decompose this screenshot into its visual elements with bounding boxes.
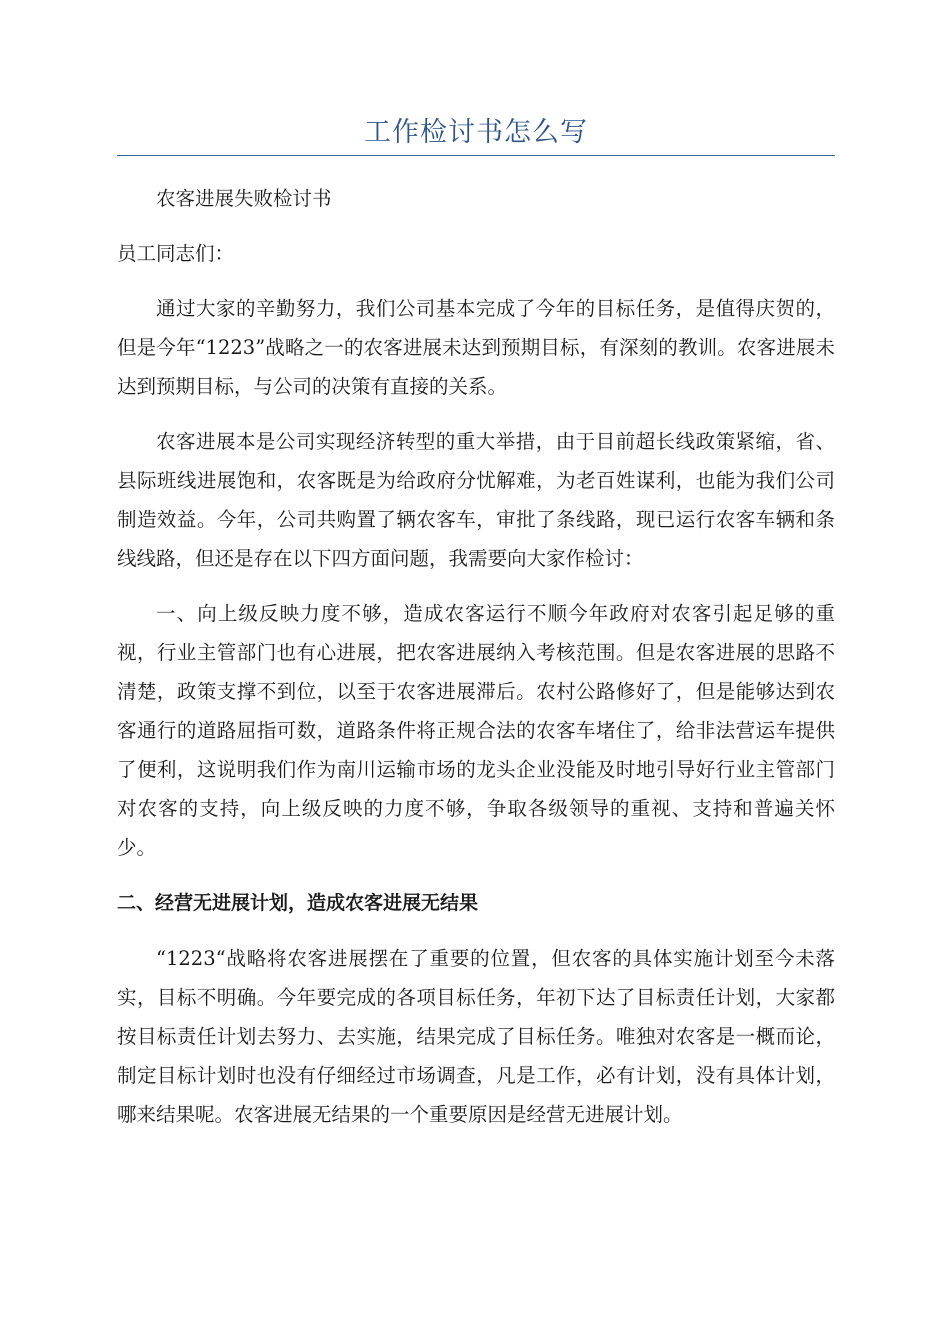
paragraph-issue-one: 一、向上级反映力度不够，造成农客运行不顺今年政府对农客引起足够的重视，行业主管部门也有心进展，把农客进展纳入考核范围。但是农客进展的思路不清楚，政策支撑不到位，以至于农客进展滞后。农村公路修好了，但是能够达到农客通行的道路屈指可数，道路条件将正规合法的农客车堵住了，给非法营运车提供了便利，这说明我们作为南川运输市场的龙头企业没能及时地引导好行业主管部门对农客的支持，向上级反映的力度不够，争取各级领导的重视、支持和普遍关怀少。 bbox=[117, 602, 835, 859]
paragraph-issue-two: “1223“战略将农客进展摆在了重要的位置，但农客的具体实施计划至今未落实，目标不明确。今年要完成的各项目标任务，年初下达了目标责任计划，大家都按目标责任计划去努力、去实施，结果完成了目标任务。唯独对农客是一概而论，制定目标计划时也没有仔细经过市场调查，凡是工作，必有计划，没有具体计划，哪来结果呢。农客进展无结果的一个重要原因是经营无进展计划。 bbox=[117, 947, 835, 1126]
salutation: 员工同志们： bbox=[117, 242, 235, 265]
title-divider bbox=[117, 155, 835, 156]
document-title: 工作检讨书怎么写 bbox=[364, 117, 588, 148]
document-subtitle: 农客进展失败检讨书 bbox=[156, 187, 332, 210]
document-page bbox=[117, 0, 835, 1134]
paragraph-intro: 通过大家的辛勤努力，我们公司基本完成了今年的目标任务，是值得庆贺的，但是今年“1223”战略之一的农客进展未达到预期目标，有深刻的教训。农客进展未达到预期目标，与公司的决策有直接的关系。 bbox=[117, 297, 835, 398]
section-heading-two: 二、经营无进展计划，造成农客进展无结果 bbox=[117, 892, 479, 914]
paragraph-background: 农客进展本是公司实现经济转型的重大举措，由于目前超长线政策紧缩，省、县际班线进展饱和，农客既是为给政府分忧解难，为老百姓谋利，也能为我们公司制造效益。今年，公司共购置了辆农客车，审批了条线路，现已运行农客车辆和条线线路，但还是存在以下四方面问题，我需要向大家作检讨： bbox=[117, 430, 835, 570]
